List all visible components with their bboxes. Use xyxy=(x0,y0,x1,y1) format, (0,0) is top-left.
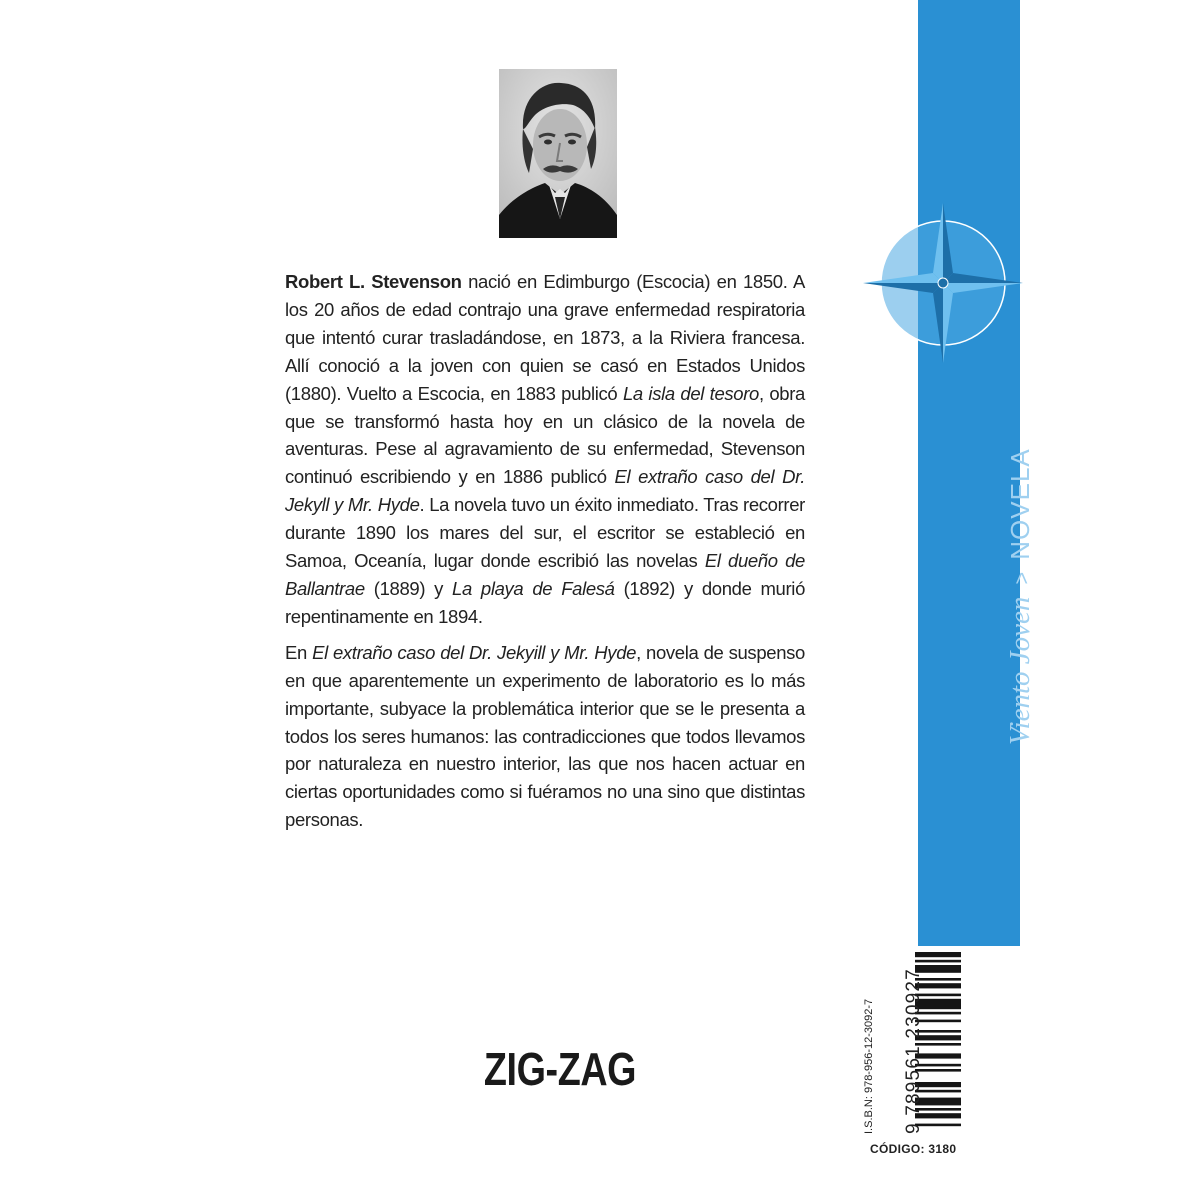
barcode-digits-text: 9 789561 230927 xyxy=(903,968,924,1134)
author-portrait xyxy=(499,69,617,238)
author-biography xyxy=(285,268,805,842)
genre-label: NOVELA xyxy=(1005,448,1035,560)
bio-paragraph-2 xyxy=(285,639,805,834)
barcode-bar xyxy=(915,952,961,957)
p1-run-4: El extraño caso del Dr. Jekyll y Mr. Hyde xyxy=(285,466,805,516)
p1-run-6: El dueño de Ballantrae xyxy=(285,550,805,599)
bio-paragraph-1 xyxy=(285,268,805,631)
p1-run-5: . La novela tuvo un éxito inmediato. Tras recorrer durante 1890 los mares del sur, el escritor se estableció en Samoa, Oceanía, lugar donde escribió las novelas xyxy=(285,494,805,572)
p1-run-9: (1892) y donde murió repentinamente en 1894. xyxy=(285,577,806,627)
p1-run-3: , obra que se transformó hasta hoy en un clásico de la novela de aventuras. Pese al agravamiento de su enfermedad, Stevenson continuó escribiendo y en 1886 publicó xyxy=(285,382,805,488)
p1-run-7: (1889) y xyxy=(364,577,453,599)
isbn-text: I.S.B.N: 978-956-12-3092-7 xyxy=(863,998,875,1134)
p1-run-8: La playa de Falesá xyxy=(452,577,615,599)
product-code: CÓDIGO: 3180 xyxy=(870,1142,957,1156)
p1-run-0: Robert L. Stevenson xyxy=(285,271,462,292)
spine-separator: > xyxy=(1009,571,1034,585)
p2-run-0: En xyxy=(285,641,313,663)
p1-run-1: nació en Edimburgo (Escocia) en 1850. A los 20 años de edad contrajo una grave enfermedad respiratoria que intentó curar trasladándose, en 1873, a la Riviera francesa. Allí conoció a la joven con quien se casó en Estados Unidos (1880). Vuelto a Escocia, en 1883 publicó xyxy=(285,271,805,404)
p2-run-2: , novela de suspenso en que aparentemente un experimento de laboratorio es lo más importante, subyace la problemática interior que se le presenta a todos los seres humanos: las contradicciones que todos llevamos por naturaleza en nuestro interior, las que nos hacen actuar en ciertas oportunidades como si fuéramos no una sino que distintas personas. xyxy=(285,641,805,831)
barcode-bar xyxy=(915,960,961,963)
compass-rose-icon xyxy=(858,198,1028,368)
p1-run-2: La isla del tesoro xyxy=(622,382,759,404)
author-portrait-image xyxy=(499,69,617,238)
publisher-logo: ZIG-ZAG xyxy=(483,1043,637,1095)
series-name: Viento Joven xyxy=(1004,596,1036,745)
p2-run-1: El extraño caso del Dr. Jekyill y Mr. Hyde xyxy=(312,641,637,663)
